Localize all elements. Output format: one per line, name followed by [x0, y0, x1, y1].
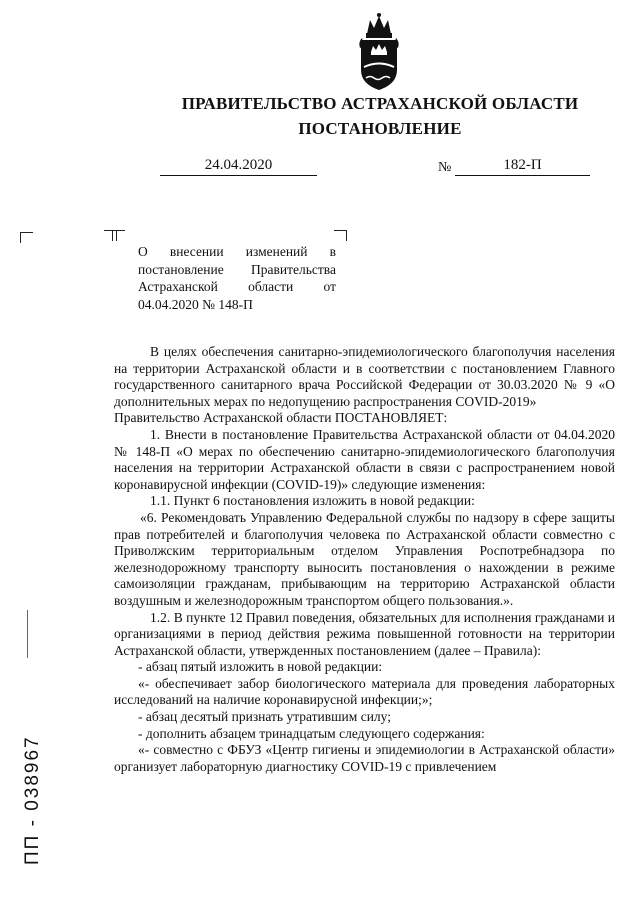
decree-subject: [138, 243, 336, 313]
corner-mark: [20, 232, 33, 243]
body-paragraph: Правительство Астраханской области ПОСТАНОВЛЯЕТ:: [114, 410, 448, 426]
body-paragraph: В целях обеспечения санитарно-эпидемиологического благополучия населения на территории Астраханской области и в соответствии с постановлением Главного государственного санитарного врача Российской Федерации от 30.03.2020 № 9 «О дополнительных мерах по недопущению распространения COVID-2019»: [114, 344, 615, 409]
body-paragraph: «- обеспечивает забор биологического материала для проведения лабораторных исследований на наличие коронавирусной инфекции;»;: [114, 675, 615, 708]
body-paragraph: 1. Внести в постановление Правительства Астраханской области от 04.04.2020 № 148-П «О мерах по обеспечению санитарно-эпидемиологического благополучия населения на территории Астраханской области в связи с распространением новой коронавирусной инфекции (COVID-19)» следующие изменения:: [114, 426, 615, 492]
number-sign: №: [438, 160, 452, 175]
body-paragraph: «- совместно с ФБУЗ «Центр гигиены и эпидемиологии в Астраханской области» организует лабораторную диагностику COVID-19 с привлечением: [114, 742, 615, 774]
decree-date: 24.04.2020: [160, 155, 317, 176]
decree-body: [114, 344, 615, 775]
corner-mark: [334, 230, 347, 241]
subject-line: 04.04.2020 № 148-П: [138, 296, 253, 312]
coat-of-arms-icon: [354, 12, 404, 92]
government-title: ПРАВИТЕЛЬСТВО АСТРАХАНСКОЙ ОБЛАСТИ: [181, 94, 579, 113]
subject-line: Астраханской области от: [138, 279, 336, 294]
decree-title: ПОСТАНОВЛЕНИЕ: [298, 119, 462, 138]
margin-rule: [27, 610, 28, 658]
body-paragraph: «6. Рекомендовать Управлению Федеральной службы по надзору в сфере защиты прав потребителей и благополучия человека по Астраханской области совместно с Приволжским территориальным отделом Управления Роспотребнадзора по железнодорожному транспорту выносить постановления о нахождении в режиме самоизоляции гражданам, прибывающим на территорию Астраханской области воздушным и железнодорожным транспортом общего пользования.».: [114, 509, 615, 608]
body-paragraph: - дополнить абзацем тринадцатым следующего содержания:: [138, 725, 485, 741]
body-paragraph: 1.1. Пункт 6 постановления изложить в новой редакции:: [150, 493, 475, 509]
subject-line: постановление Правительства: [138, 261, 336, 277]
decree-number: 182-П: [455, 155, 590, 176]
body-paragraph: 1.2. В пункте 12 Правил поведения, обязательных для исполнения гражданами и организациями в период действия режима повышенной готовности на территории Астраханской области, утвержденных постановлением (далее – Правила):: [114, 609, 615, 658]
body-paragraph: - абзац десятый признать утратившим силу;: [138, 709, 391, 725]
corner-mark: [112, 230, 125, 241]
form-serial-number: ПП - 038967: [22, 735, 43, 865]
body-paragraph: - абзац пятый изложить в новой редакции:: [138, 659, 383, 675]
subject-line: О внесении изменений в: [138, 244, 336, 259]
